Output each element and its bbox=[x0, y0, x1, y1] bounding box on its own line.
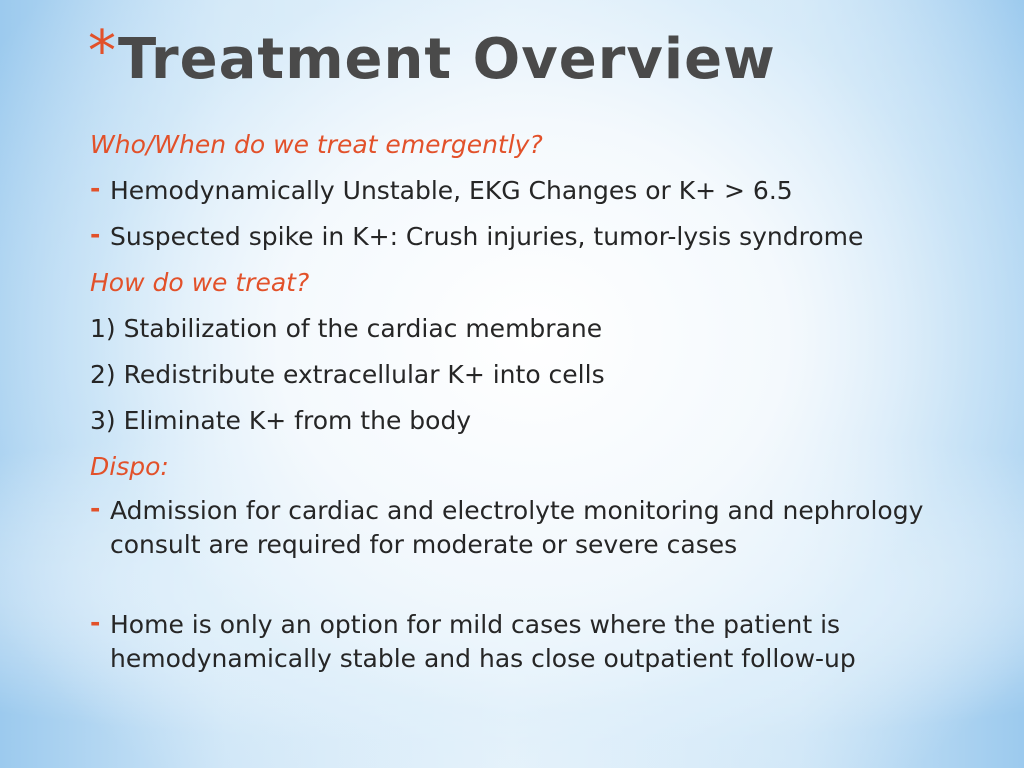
treat-step-3: 3) Eliminate K+ from the body bbox=[90, 406, 472, 435]
bullet-dash-icon: - bbox=[90, 220, 101, 249]
bullet-text: Home is only an option for mild cases where the patient is hemodynamically stable and has close outpatient follow-up bbox=[110, 610, 856, 673]
dispo-bullet-1 bbox=[90, 494, 950, 562]
title-asterisk-icon: * bbox=[88, 19, 116, 84]
dispo-heading: Dispo: bbox=[90, 452, 169, 481]
bullet-dash-icon: - bbox=[90, 608, 101, 637]
bullet-text: Hemodynamically Unstable, EKG Changes or K+ > 6.5 bbox=[110, 176, 793, 205]
bullet-dash-icon: - bbox=[90, 174, 101, 203]
slide-title bbox=[88, 20, 776, 110]
bullet-text: Suspected spike in K+: Crush injuries, tumor-lysis syndrome bbox=[110, 222, 864, 251]
dispo-bullet-2 bbox=[90, 608, 950, 676]
bullet-dash-icon: - bbox=[90, 494, 101, 523]
emergent-bullet-1 bbox=[90, 174, 950, 208]
treat-step-1: 1) Stabilization of the cardiac membrane bbox=[90, 314, 603, 343]
title-text: Treatment Overview bbox=[118, 27, 776, 92]
bullet-text: Admission for cardiac and electrolyte monitoring and nephrology consult are required for moderate or severe cases bbox=[110, 496, 924, 559]
treat-step-2: 2) Redistribute extracellular K+ into cells bbox=[90, 360, 605, 389]
emergent-bullet-2 bbox=[90, 220, 950, 254]
treat-heading: How do we treat? bbox=[90, 268, 310, 297]
emergent-heading: Who/When do we treat emergently? bbox=[90, 130, 543, 159]
